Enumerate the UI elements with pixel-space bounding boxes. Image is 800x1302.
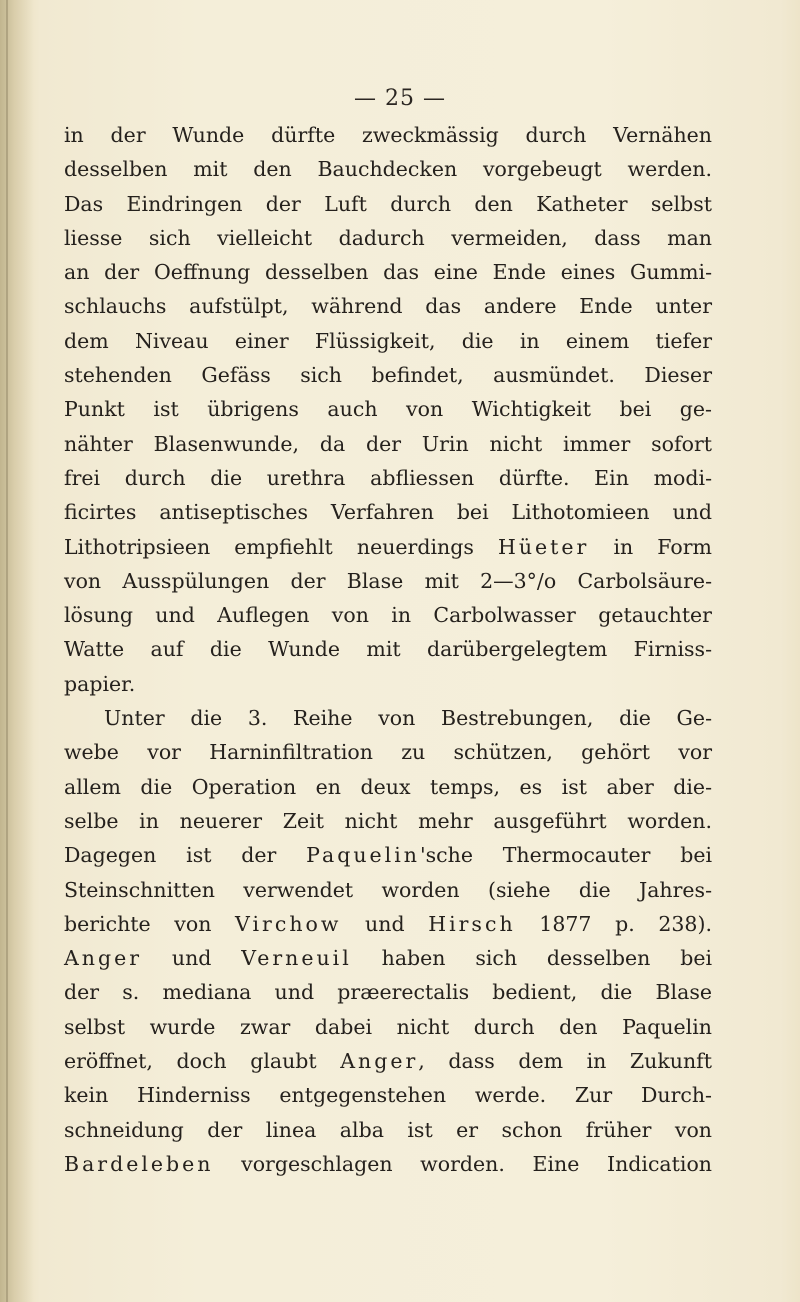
text-line [64,667,712,701]
spaced-name: Hüeter [497,534,590,559]
text-run: papier. [64,671,136,696]
text-run: 'sche Thermocauter bei [419,843,713,868]
text-run: haben sich desselben bei [351,946,713,971]
spaced-name: Verneuil [241,946,352,971]
text-run: schneidung der linea alba ist er schon früher von [64,1117,712,1142]
text-line [64,907,712,941]
text-run: nähter Blasenwunde, da der Urin nicht immer sofort [64,431,712,456]
text-run: liesse sich vielleicht dadurch vermeiden, dass man [64,225,712,250]
body-text [64,118,712,1181]
text-line [64,632,712,666]
text-line [64,530,712,564]
text-line [64,392,712,426]
text-line [64,461,712,495]
text-run: Punkt ist übrigens auch von Wichtigkeit bei ge- [64,397,712,422]
text-line [64,1147,712,1181]
text-run: von Ausspülungen der Blase mit 2—3°/o Carbolsäure- [64,568,712,593]
text-run: Watte auf die Wunde mit darübergelegtem Firniss- [64,637,712,662]
text-line [64,564,712,598]
text-line [64,324,712,358]
text-line [64,221,712,255]
text-line [64,152,712,186]
text-line [64,255,712,289]
text-run: 1877 p. 238). [515,911,712,936]
text-line [64,873,712,907]
text-line [64,495,712,529]
text-run: an der Oeffnung desselben das eine Ende eines Gummi- [64,260,712,285]
text-line [64,1078,712,1112]
text-run: berichte von [64,911,236,936]
text-run: vorgeschlagen worden. Eine Indication [213,1151,712,1176]
text-run: selbe in neuerer Zeit nicht mehr ausgeführt worden. [64,808,712,833]
text-line [64,770,712,804]
text-line [64,701,712,735]
text-run: kein Hinderniss entgegenstehen werde. Zur Durch- [64,1083,712,1108]
text-run: Steinschnitten verwendet worden (siehe die Jahres- [64,877,712,902]
text-line [64,804,712,838]
text-line [64,598,712,632]
text-run: , dass dem in Zukunft [418,1049,712,1074]
text-line [64,1010,712,1044]
text-run: der s. mediana und præerectalis bedient, die Blase [64,980,712,1005]
page-binding-edge [6,0,8,1302]
text-run: allem die Operation en deux temps, es ist aber die- [64,774,712,799]
text-run: schlauchs aufstülpt, während das andere Ende unter [64,294,712,319]
text-line [64,838,712,872]
text-run: in Form [589,534,712,559]
text-run: selbst wurde zwar dabei nicht durch den Paquelin [64,1014,712,1039]
text-run: stehenden Gefäss sich befindet, ausmündet. Dieser [64,363,712,388]
text-run: Unter die 3. Reihe von Bestrebungen, die Ge- [104,706,712,731]
spaced-name: Virchow [235,911,342,936]
text-run: in der Wunde dürfte zweckmässig durch Vernähen [64,123,712,147]
text-run: und [341,911,429,936]
text-run: desselben mit den Bauchdecken vorgebeugt werden. [64,157,712,182]
spaced-name: Bardeleben [64,1151,214,1176]
text-line [64,941,712,975]
text-run: webe vor Harninfiltration zu schützen, gehört vor [64,740,712,765]
text-line [64,187,712,221]
text-run: lösung und Auflegen von in Carbolwasser getauchter [64,603,712,628]
text-line [64,1044,712,1078]
text-run: eröffnet, doch glaubt [64,1049,341,1074]
spaced-name: Anger [64,946,143,971]
text-line [64,289,712,323]
spaced-name: Anger [340,1049,419,1074]
text-run: Dagegen ist der [64,843,307,868]
spaced-name: Hirsch [428,911,516,936]
spaced-name: Paquelin [306,843,420,868]
text-line [64,975,712,1009]
text-line [64,358,712,392]
text-line [64,118,712,152]
text-line [64,427,712,461]
text-run: dem Niveau einer Flüssigkeit, die in einem tiefer [64,328,712,353]
text-run: und [142,946,242,971]
text-run: ficirtes antiseptisches Verfahren bei Lithotomieen und [64,500,712,525]
text-run: Das Eindringen der Luft durch den Katheter selbst [64,191,712,216]
text-line [64,1113,712,1147]
text-line [64,735,712,769]
page-number: — 25 — [354,86,446,111]
text-run: Lithotripsieen empfiehlt neuerdings [64,534,498,559]
text-run: frei durch die urethra abfliessen dürfte. Ein modi- [64,465,712,490]
